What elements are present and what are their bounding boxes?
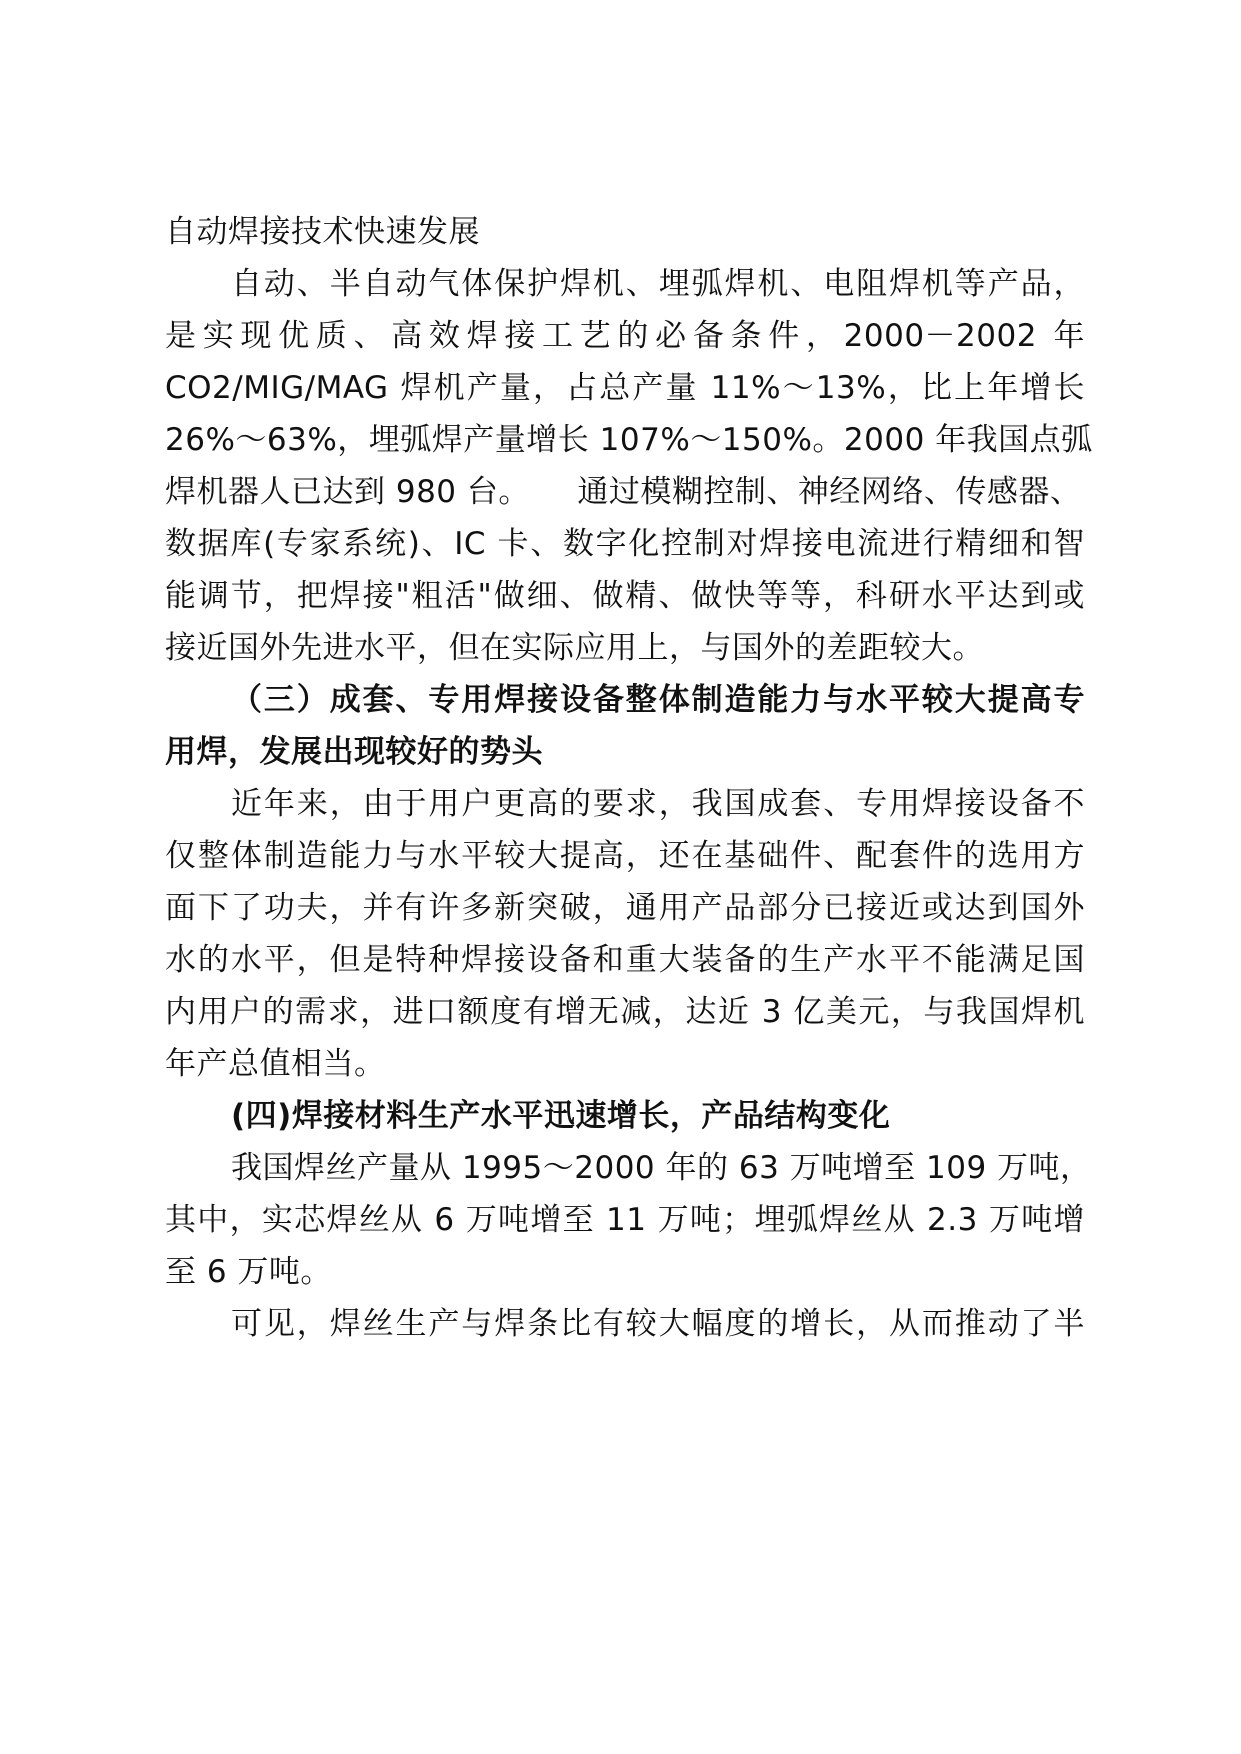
section-heading-3-cont: 用焊，发展出现较好的势头 bbox=[165, 734, 543, 770]
text-line: 26%～63%，埋弧焊产量增长 107%～150%。2000 年我国点弧 bbox=[165, 422, 1093, 458]
text-line: 水的水平，但是特种焊接设备和重大装备的生产水平不能满足国 bbox=[165, 942, 1085, 978]
text-line: 其中，实芯焊丝从 6 万吨增至 11 万吨；埋弧焊丝从 2.3 万吨增 bbox=[165, 1202, 1085, 1238]
text-line: 自动、半自动气体保护焊机、埋弧焊机、电阻焊机等产品， bbox=[231, 266, 1085, 302]
text-line: 是实现优质、高效焊接工艺的必备条件，2000－2002 年 bbox=[165, 318, 1085, 354]
text-line: 数据库(专家系统)、IC 卡、数字化控制对焊接电流进行精细和智 bbox=[165, 526, 1085, 562]
text-line: 能调节，把焊接"粗活"做细、做精、做快等等，科研水平达到或 bbox=[165, 578, 1085, 614]
text-line: 可见，焊丝生产与焊条比有较大幅度的增长，从而推动了半 bbox=[231, 1306, 1085, 1342]
text-line: 仅整体制造能力与水平较大提高，还在基础件、配套件的选用方 bbox=[165, 838, 1085, 874]
text-line: 我国焊丝产量从 1995～2000 年的 63 万吨增至 109 万吨， bbox=[231, 1150, 1092, 1186]
text-line: CO2/MIG/MAG 焊机产量，占总产量 11%～13%，比上年增长 bbox=[165, 370, 1085, 406]
text-line: 面下了功夫，并有许多新突破，通用产品部分已接近或达到国外 bbox=[165, 890, 1085, 926]
text-line: 近年来，由于用户更高的要求，我国成套、专用焊接设备不 bbox=[231, 786, 1085, 822]
text-line: 接近国外先进水平，但在实际应用上，与国外的差距较大。 bbox=[165, 630, 984, 666]
section-heading-4: (四)焊接材料生产水平迅速增长，产品结构变化 bbox=[231, 1098, 891, 1134]
text-line: 焊机器人已达到 980 台。 通过模糊控制、神经网络、传感器、 bbox=[165, 474, 1082, 510]
text-line: 内用户的需求，进口额度有增无减，达近 3 亿美元，与我国焊机 bbox=[165, 994, 1085, 1030]
text-line: 年产总值相当。 bbox=[165, 1046, 386, 1082]
text-line: 至 6 万吨。 bbox=[165, 1254, 332, 1290]
section-heading-3: （三）成套、专用焊接设备整体制造能力与水平较大提高专 bbox=[231, 682, 1085, 718]
text-line-subheading: 自动焊接技术快速发展 bbox=[165, 214, 480, 250]
